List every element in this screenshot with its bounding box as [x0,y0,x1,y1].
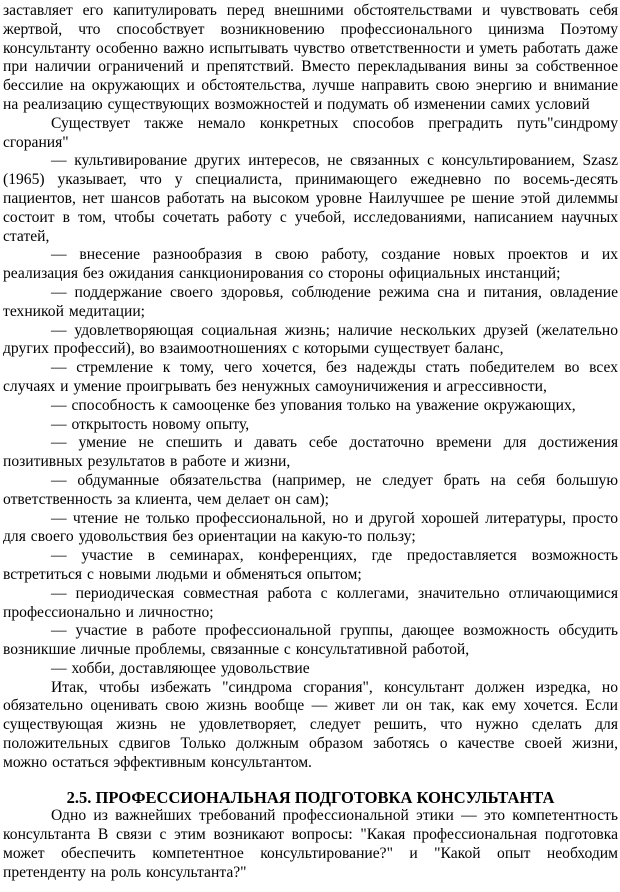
document-paragraph: — культивирование других интересов, не связанных с консультированием, Szasz (1965) указывает, что у специалиста, принимающего ежедневно по восемь-десять пациентов, нет шансов работать на высоком уровне Наилучшее ре шение этой дилеммы состоит в том, чтобы сочетать работу с учебой, исследованиями, написанием научных статей, [3,152,618,245]
document-paragraph: Итак, чтобы избежать "синдрома сгорания", консультант должен изредка, но обязательно оценивать свою жизнь вообще — живет ли он так, как ему хочется. Если существующая жизнь не удовлетворяет, следует решить, что нужно сделать для положительных сдвигов Только должным образом заботясь о качестве своей жизни, можно остаться эффективным консультантом. [3,678,618,771]
document-paragraph: — способность к самооценке без упования только на уважение окружающих, [51,396,576,414]
document-paragraph: — удовлетворяющая социальная жизнь; наличие нескольких друзей (желательно других профессий), во взаимоотношениях с которыми существует баланс, [3,321,618,358]
document-paragraph: — стремление к тому, чего хочется, без надежды стать победителем во всех случаях и умение проигрывать без ненужных самоуничижения и агрессивности, [3,359,618,395]
document-paragraph: — участие в семинарах, конференциях, где предоставляется возможность встретиться с новыми людьми и обменяться опытом; [3,547,618,583]
document-paragraph: — открытость новому опыту, [51,415,250,433]
document-paragraph: Существует также немало конкретных способов преградить путь"синдрому сгорания" [3,114,618,151]
document-paragraph: — умение не спешить и давать себе достаточно времени для достижения позитивных результатов в работе и жизни, [3,434,618,471]
document-content [3,2,618,883]
document-paragraph: — участие в работе профессиональной группы, дающее возможность обсудить возникшие личные проблемы, связанные с консультативной работой, [3,622,618,659]
document-paragraph: — внесение разнообразия в свою работу, создание новых проектов и их реализация без ожидания санкционирования со стороны официальных инстанций; [3,246,618,283]
document-paragraph: — поддержание своего здоровья, соблюдение режима сна и питания, овладение техникой медитации; [3,283,618,320]
section-heading: 2.5. ПРОФЕССИОНАЛЬНАЯ ПОДГОТОВКА КОНСУЛЬТАНТА [66,787,555,807]
document-paragraph: — хобби, доставляющее удовольствие [51,659,310,677]
document-paragraph: Одно из важнейших требований профессиональной этики — это компетентность консультанта В связи с этим возникают вопросы: "Какая профессиональная подготовка может обеспечить компетентное консультирование?" и "Какой опыт необходим претенденту на роль консультанта?" [3,807,618,881]
document-paragraph: — чтение не только профессиональной, но и другой хорошей литературы, просто для своего удовольствия без ориентации на какую-то пользу; [3,509,618,546]
document-paragraph: — обдуманные обязательства (например, не следует брать на себя большую ответственность за клиента, чем делает он сам); [3,471,618,508]
document-paragraph: — периодическая совместная работа с коллегами, значительно отличающимися профессионально и личностно; [3,584,618,621]
document-paragraph: заставляет его капитулировать перед внешними обстоятельствами и чувствовать себя жертвой, что способствует возникновению профессионального цинизма Поэтому консультанту особенно важно испытывать чувство ответственности и уметь работать даже при наличии ограничений и препятствий. Вместо перекладывания вины за собственное бессилие на окружающих и обстоятельства, лучше направить свою энергию и внимание на реализацию существующих возможностей и подумать об изменении самих условий [3,2,618,113]
